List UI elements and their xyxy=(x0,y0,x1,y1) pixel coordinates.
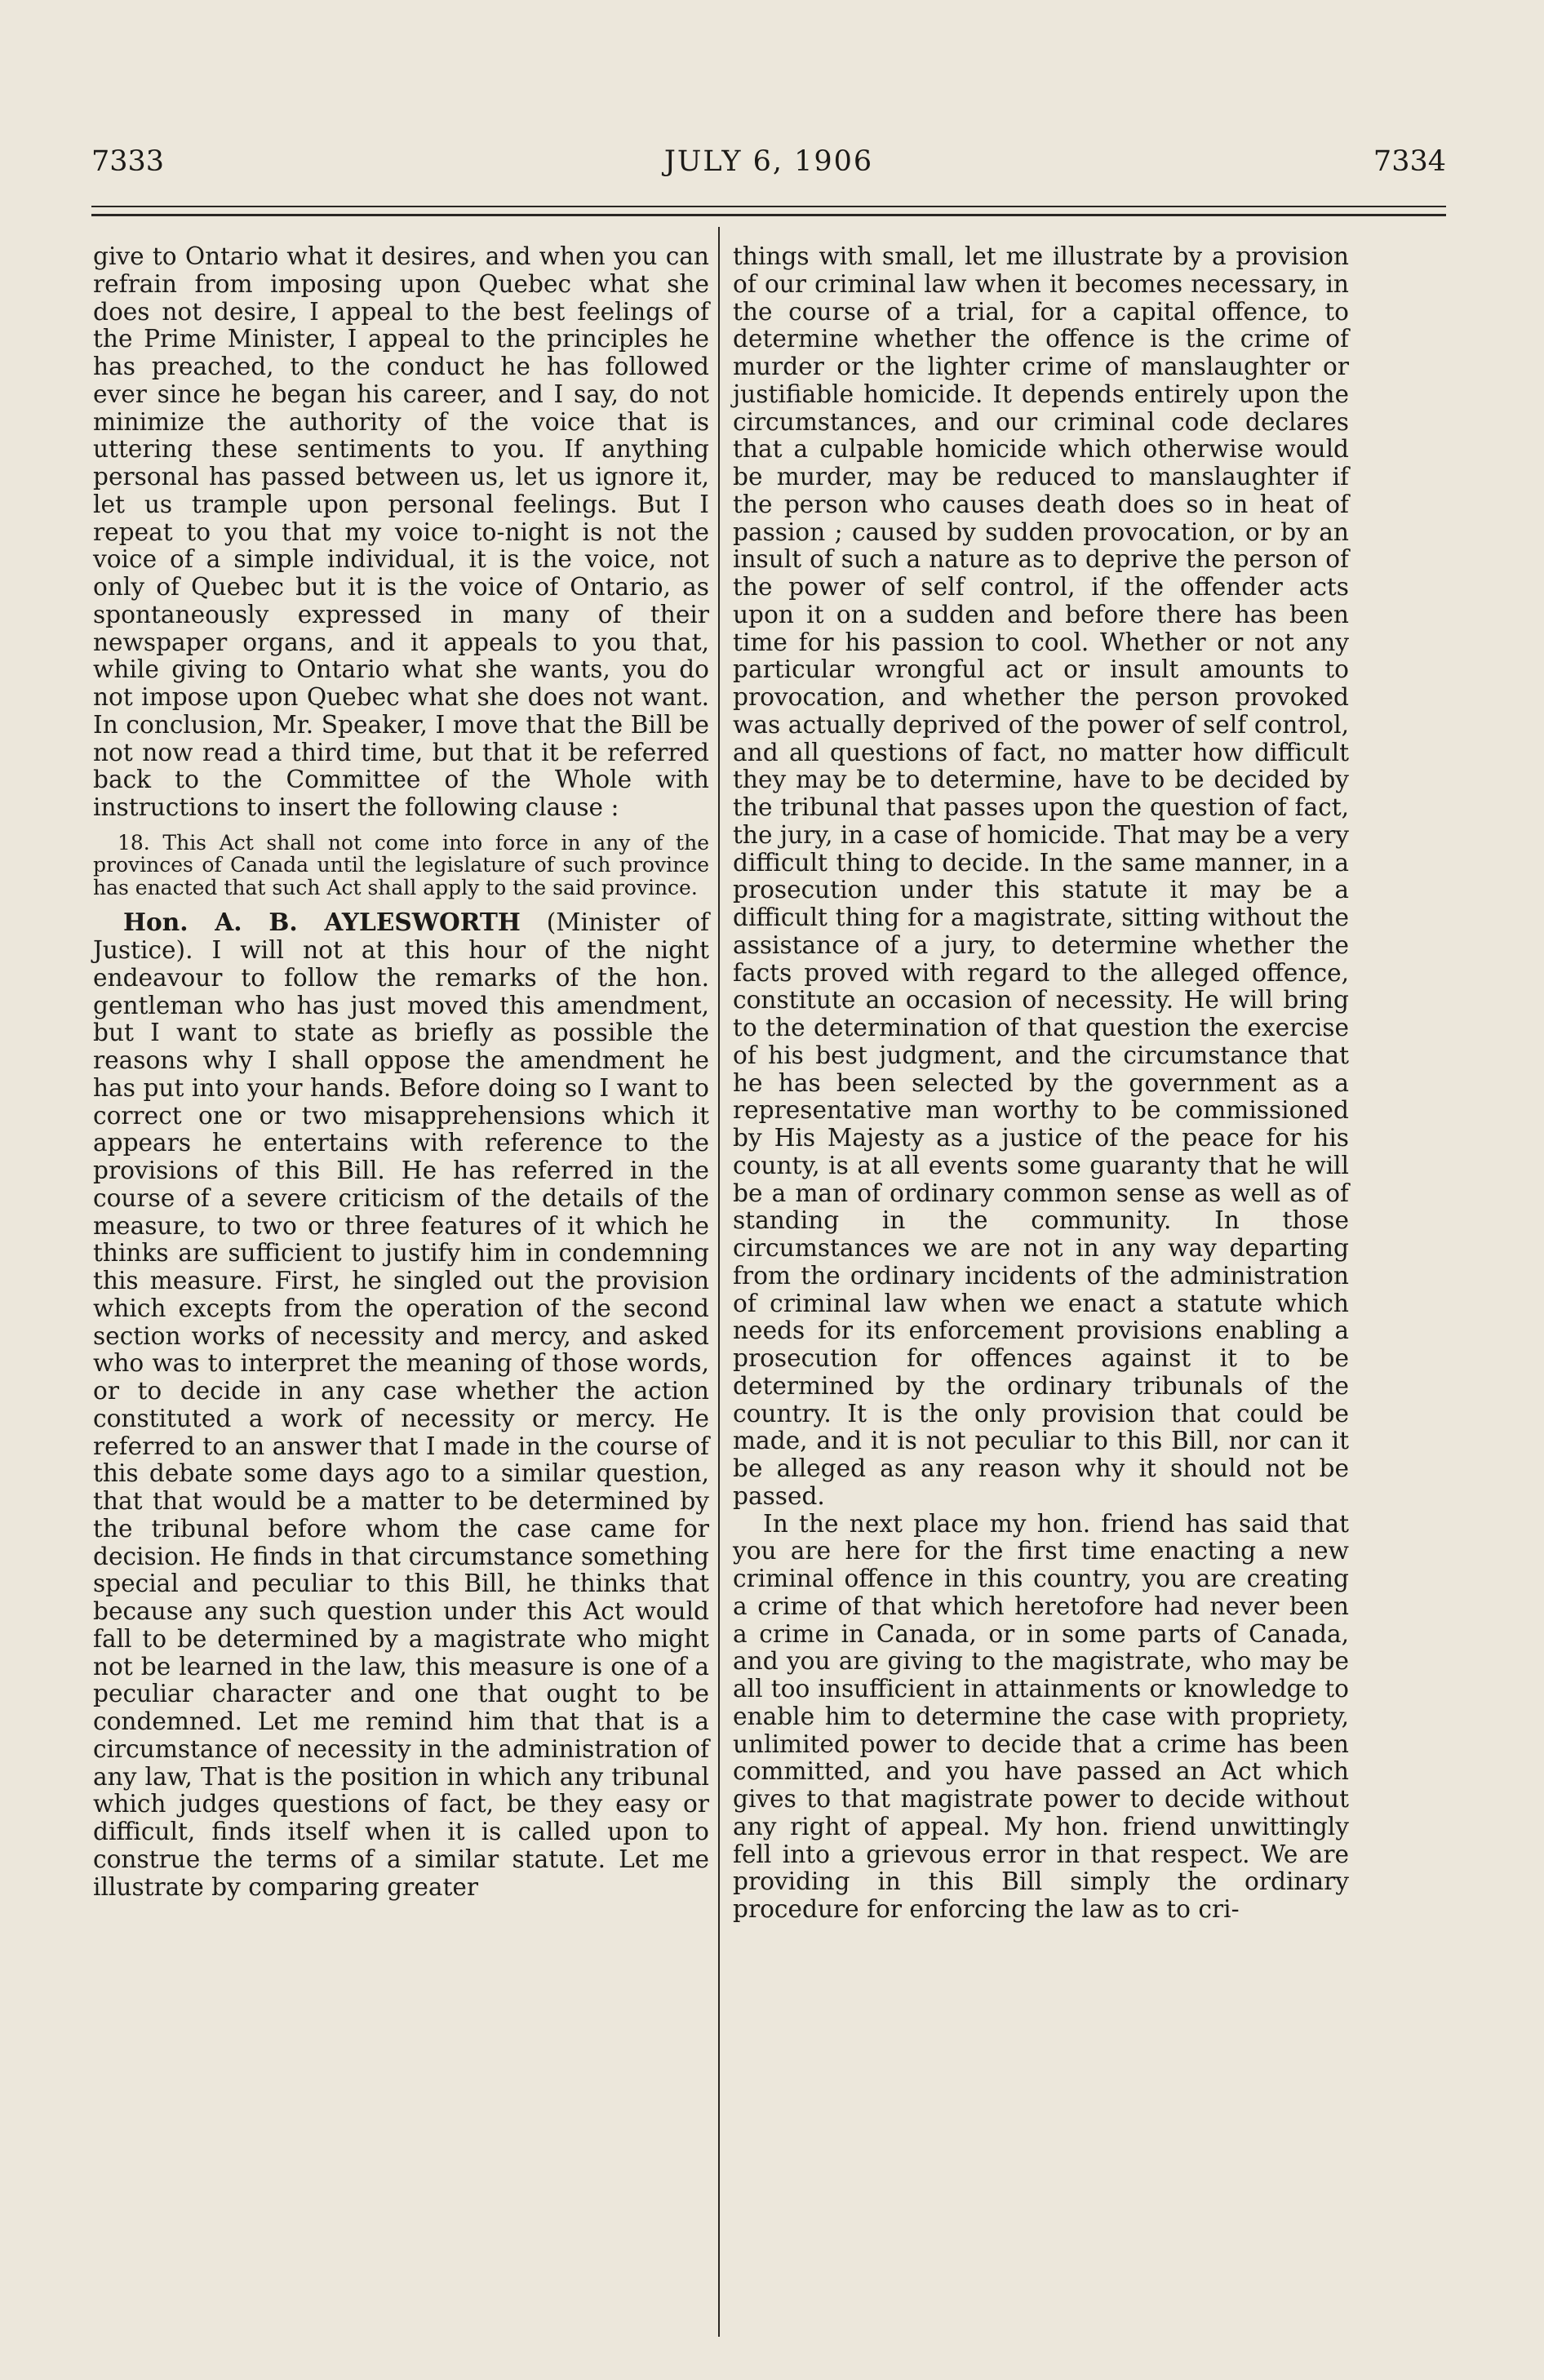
proposed-clause: 18. This Act shall not come into force in any of the provinces of Canada until the legislature of such province has enacted that such Act shall apply to the said province. xyxy=(93,830,709,899)
speaker-name: Hon. A. B. AYLESWORTH xyxy=(123,908,521,937)
paragraph-aylesworth xyxy=(93,908,709,1901)
paragraph-continued: things with small, let me illustrate by a provision of our criminal law when it becomes necessary, in the course of a trial, for a capital offence, to determine whether the offence is the crime of murder or the lighter crime of manslaughter or justifiable homicide. It depends entirely upon the circumstances, and our criminal code declares that a culpable homicide which otherwise would be murder, may be reduced to manslaughter if the person who causes death does so in heat of passion ; caused by sudden provocation, or by an insult of such a nature as to deprive the person of the power of self control, if the offender acts upon it on a sudden and before there has been time for his passion to cool. Whether or not any particular wrongful act or insult amounts to provocation, and whether the person provoked was actually deprived of the power of self control, and all questions of fact, no matter how difficult they may be to determine, have to be decided by the tribunal that passes upon the question of fact, the jury, in a case of homicide. That may be a very difficult thing to decide. In the same manner, in a prosecution under this statute it may be a difficult thing for a magistrate, sitting without the assistance of a jury, to determine whether the facts proved with regard to the alleged offence, constitute an occasion of necessity. He will bring to the determination of that question the exercise of his best judgment, and the circumstance that he has been selected by the government as a representative man worthy to be commissioned by His Majesty as a justice of the peace for his county, is at all events some guaranty that he will be a man of ordinary common sense as well as of standing in the community. In those circumstances we are not in any way departing from the ordinary incidents of the administration of criminal law when we enact a statute which needs for its enforcement provisions enabling a prosecution for offences against it to be determined by the ordinary tribunals of the country. It is the only provision that could be made, and it is not peculiar to this Bill, nor can it be alleged as any reason why it should not be passed. xyxy=(733,242,1349,1510)
header-rule-thick xyxy=(91,214,1446,216)
page-number-left: 7333 xyxy=(91,145,165,178)
paragraph-next-place: In the next place my hon. friend has said that you are here for the first time enacting a new criminal offence in this country, you are creating a crime of that which heretofore had never been a crime in Canada, or in some parts of Canada, and you are giving to the magistrate, who may be all too insufficient in attainments or knowledge to enable him to determine the case with propriety, unlimited power to decide that a crime has been committed, and you have passed an Act which gives to that magistrate power to decide without any right of appeal. My hon. friend unwittingly fell into a grievous error in that respect. We are providing in this Bill simply the ordinary procedure for enforcing the law as to cri- xyxy=(733,1509,1349,1923)
paragraph-speech-end: give to Ontario what it desires, and when you can refrain from imposing upon Quebec what she does not desire, I appeal to the best feelings of the Prime Minister, I appeal to the principles he has preached, to the conduct he has followed ever since he began his career, and I say, do not minimize the authority of the voice that is uttering these sentiments to you. If anything personal has passed between us, let us ignore it, let us trample upon personal feelings. But I repeat to you that my voice to-night is not the voice of a simple individual, it is the voice, not only of Quebec but it is the voice of Ontario, as spontaneously expressed in many of their newspaper organs, and it appeals to you that, while giving to Ontario what she wants, you do not impose upon Quebec what she does not want. In conclusion, Mr. Speaker, I move that the Bill be not now read a third time, but that it be referred back to the Committee of the Whole with instructions to insert the following clause : xyxy=(93,242,709,821)
speech-text: (Minister of Justice). I will not at this hour of the night endeavour to follow the remarks of the hon. gentleman who has just moved this amendment, but I want to state as briefly as possible the reasons why I shall oppose the amendment he has put into your hands. Before doing so I want to correct one or two misapprehensions which it appears he entertains with reference to the provisions of this Bill. He has referred in the course of a severe criticism of the details of the measure, to two or three features of it which he thinks are sufficient to justify him in condemning this measure. First, he singled out the provision which excepts from the operation of the second section works of necessity and mercy, and asked who was to interpret the meaning of those words, or to decide in any case whether the action constituted a work of necessity or mercy. He referred to an answer that I made in the course of this debate some days ago to a similar question, that that would be a matter to be determined by the tribunal before whom the case came for decision. He finds in that circumstance something special and peculiar to this Bill, he thinks that because any such question under this Act would fall to be determined by a magistrate who might not be learned in the law, this measure is one of a peculiar character and one that ought to be condemned. Let me remind him that that is a circumstance of necessity in the administration of any law, That is the position in which any tribunal which judges questions of fact, be they easy or difficult, finds itself when it is called upon to construe the terms of a similar statute. Let me illustrate by comparing greater xyxy=(93,908,709,1901)
page-number-right: 7334 xyxy=(1373,145,1446,178)
header-rule-thin xyxy=(91,206,1446,207)
page-header xyxy=(91,145,1446,186)
left-column xyxy=(93,243,709,1901)
column-divider xyxy=(718,227,720,2337)
right-column xyxy=(733,243,1349,1924)
page-date: JULY 6, 1906 xyxy=(663,145,874,178)
